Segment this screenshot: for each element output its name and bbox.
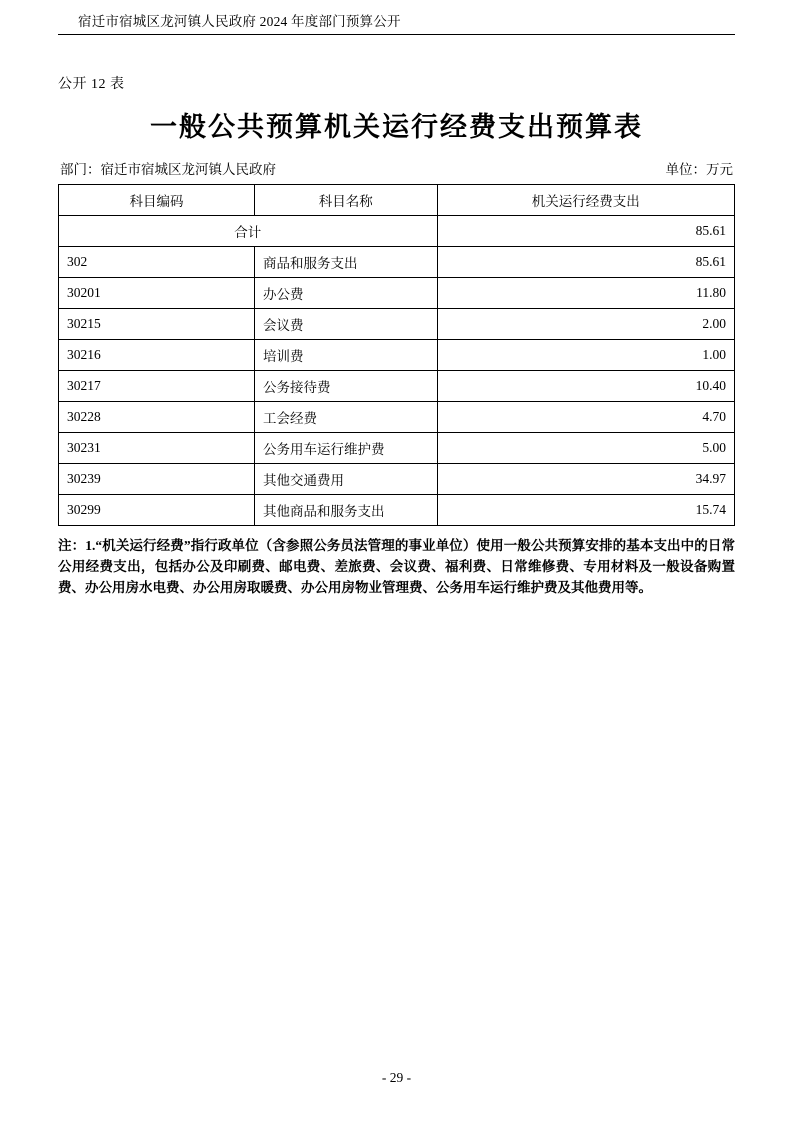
row-name: 其他交通费用 bbox=[255, 464, 438, 495]
row-amount: 2.00 bbox=[437, 309, 734, 340]
row-code: 302 bbox=[59, 247, 255, 278]
table-row-total bbox=[59, 216, 735, 247]
meta-row bbox=[58, 158, 735, 178]
row-amount: 34.97 bbox=[437, 464, 734, 495]
column-header-code: 科目编码 bbox=[59, 185, 255, 216]
row-amount: 11.80 bbox=[437, 278, 734, 309]
table-row bbox=[59, 402, 735, 433]
table-row bbox=[59, 371, 735, 402]
table-row bbox=[59, 464, 735, 495]
row-amount: 4.70 bbox=[437, 402, 734, 433]
table-header-row bbox=[59, 185, 735, 216]
total-label: 合计 bbox=[59, 216, 438, 247]
row-amount: 15.74 bbox=[437, 495, 734, 526]
row-name: 公务用车运行维护费 bbox=[255, 433, 438, 464]
page-number: - 29 - bbox=[381, 1070, 412, 1085]
unit-label: 单位：万元 bbox=[665, 162, 733, 177]
row-name: 工会经费 bbox=[255, 402, 438, 433]
row-name: 会议费 bbox=[255, 309, 438, 340]
row-name: 公务接待费 bbox=[255, 371, 438, 402]
row-name: 办公费 bbox=[255, 278, 438, 309]
row-code: 30228 bbox=[59, 402, 255, 433]
running-header: 宿迁市宿城区龙河镇人民政府 2024 年度部门预算公开 bbox=[78, 14, 401, 29]
row-amount: 5.00 bbox=[437, 433, 734, 464]
budget-table bbox=[58, 184, 735, 526]
row-amount: 1.00 bbox=[437, 340, 734, 371]
row-name: 其他商品和服务支出 bbox=[255, 495, 438, 526]
table-row bbox=[59, 340, 735, 371]
row-code: 30215 bbox=[59, 309, 255, 340]
header-divider bbox=[58, 34, 735, 35]
row-code: 30217 bbox=[59, 371, 255, 402]
total-amount: 85.61 bbox=[437, 216, 734, 247]
table-row bbox=[59, 278, 735, 309]
row-name: 培训费 bbox=[255, 340, 438, 371]
sheet-label: 公开 12 表 bbox=[58, 77, 125, 92]
row-name: 商品和服务支出 bbox=[255, 247, 438, 278]
table-row bbox=[59, 247, 735, 278]
table-row bbox=[59, 433, 735, 464]
page-title: 一般公共预算机关运行经费支出预算表 bbox=[150, 112, 643, 142]
table-row bbox=[59, 309, 735, 340]
row-code: 30299 bbox=[59, 495, 255, 526]
row-amount: 85.61 bbox=[437, 247, 734, 278]
department-label: 部门：宿迁市宿城区龙河镇人民政府 bbox=[60, 162, 276, 177]
column-header-amount: 机关运行经费支出 bbox=[437, 185, 734, 216]
column-header-name: 科目名称 bbox=[255, 185, 438, 216]
row-amount: 10.40 bbox=[437, 371, 734, 402]
table-notes: 注：1.“机关运行经费”指行政单位（含参照公务员法管理的事业单位）使用一般公共预算安排的基本支出中的日常公用经费支出，包括办公及印刷费、邮电费、差旅费、会议费、福利费、日常维修费、专用材料及一般设备购置费、办公用房水电费、办公用房取暖费、办公用房物业管理费、公务用车运行维护费及其他费用等。 bbox=[58, 538, 735, 595]
row-code: 30201 bbox=[59, 278, 255, 309]
row-code: 30216 bbox=[59, 340, 255, 371]
row-code: 30239 bbox=[59, 464, 255, 495]
row-code: 30231 bbox=[59, 433, 255, 464]
table-row bbox=[59, 495, 735, 526]
